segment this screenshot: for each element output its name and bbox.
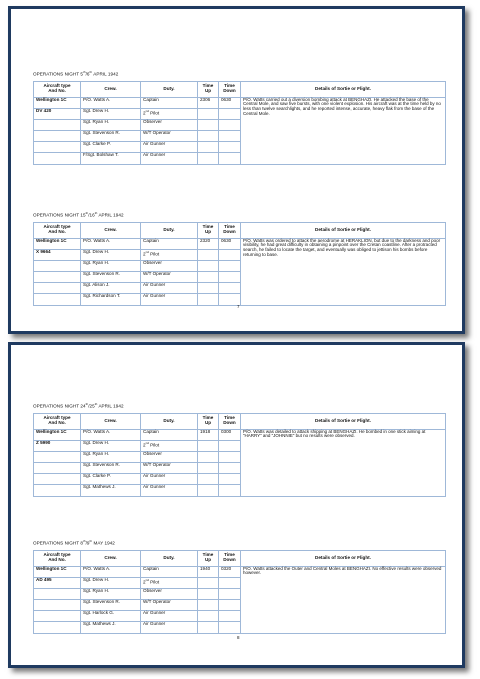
operation-title: OPERATIONS NIGHT 15th/16th APRIL 1942 bbox=[33, 211, 124, 218]
sortie-table bbox=[33, 550, 446, 634]
sortie-details: P/O. Watts attacked the Outer and Central Moles at BENGHAZI. No effective results were observed however. bbox=[241, 566, 446, 633]
aircraft-number: X 9664 bbox=[34, 249, 81, 260]
time-down: 0320 bbox=[219, 566, 241, 577]
header-time-down: Time Down bbox=[219, 413, 241, 429]
header-crew: Crew. bbox=[81, 550, 141, 566]
crew-name: Sgt. Drew H. bbox=[81, 577, 141, 588]
crew-duty: Air Gunner bbox=[141, 474, 198, 485]
operation-section bbox=[33, 539, 446, 634]
crew-name: P/O. Watts A. bbox=[81, 97, 141, 108]
header-time-up: Time Up bbox=[198, 81, 219, 97]
crew-duty: Observer bbox=[141, 119, 198, 130]
table-row bbox=[34, 238, 446, 249]
crew-duty: W/T Operator bbox=[141, 463, 198, 474]
header-aircraft: Aircraft type And No. bbox=[34, 222, 81, 238]
sortie-table bbox=[33, 81, 446, 165]
crew-duty: Captain bbox=[141, 97, 198, 108]
crew-name: Sgt. Drew H. bbox=[81, 249, 141, 260]
header-duty: Duty. bbox=[141, 413, 198, 429]
operation-title: OPERATIONS NIGHT 24th/25th APRIL 1942 bbox=[33, 402, 124, 409]
crew-duty: Air Gunner bbox=[141, 622, 198, 633]
time-up: 2306 bbox=[198, 97, 219, 108]
crew-name: Sgt. Ryan H. bbox=[81, 588, 141, 599]
sortie-table bbox=[33, 413, 446, 497]
aircraft-number: Z 5990 bbox=[34, 440, 81, 451]
table-row bbox=[34, 429, 446, 440]
table-header-row bbox=[34, 550, 446, 566]
header-duty: Duty. bbox=[141, 81, 198, 97]
header-details: Details of Sortie or Flight. bbox=[241, 413, 446, 429]
crew-duty: Observer bbox=[141, 260, 198, 271]
crew-name: F/Sgt. Bolshaw T. bbox=[81, 153, 141, 164]
aircraft-number: DV 420 bbox=[34, 108, 81, 119]
document-page-8 bbox=[8, 342, 465, 668]
crew-name: Sgt. Clarke P. bbox=[81, 474, 141, 485]
header-details: Details of Sortie or Flight. bbox=[241, 550, 446, 566]
crew-duty: Air Gunner bbox=[141, 142, 198, 153]
header-crew: Crew. bbox=[81, 222, 141, 238]
table-row bbox=[34, 566, 446, 577]
crew-duty: Observer bbox=[141, 588, 198, 599]
crew-duty: 2nd Pilot bbox=[141, 249, 198, 260]
aircraft-type: Wellington 1C bbox=[34, 566, 81, 577]
crew-duty: W/T Operator bbox=[141, 600, 198, 611]
crew-name: Sgt. Stevenson R. bbox=[81, 600, 141, 611]
sortie-table bbox=[33, 222, 446, 306]
document-page-7 bbox=[8, 6, 465, 334]
crew-duty: Air Gunner bbox=[141, 283, 198, 294]
crew-duty: Air Gunner bbox=[141, 153, 198, 164]
crew-duty: W/T Operator bbox=[141, 272, 198, 283]
crew-name: Sgt. Richardson T. bbox=[81, 294, 141, 305]
header-aircraft: Aircraft type And No. bbox=[34, 81, 81, 97]
header-duty: Duty. bbox=[141, 550, 198, 566]
operation-section bbox=[33, 211, 446, 306]
time-up: 1940 bbox=[198, 566, 219, 577]
time-down: 0630 bbox=[219, 97, 241, 108]
time-up: 1918 bbox=[198, 429, 219, 440]
time-down: 0300 bbox=[219, 429, 241, 440]
table-header-row bbox=[34, 81, 446, 97]
crew-name: Sgt. Alison J. bbox=[81, 283, 141, 294]
header-details: Details of Sortie or Flight. bbox=[241, 81, 446, 97]
header-time-up: Time Up bbox=[198, 550, 219, 566]
header-details: Details of Sortie or Flight. bbox=[241, 222, 446, 238]
crew-name: Sgt. Mathews J. bbox=[81, 622, 141, 633]
crew-duty: Air Gunner bbox=[141, 485, 198, 496]
sortie-details: P/O. Watts was detailed to attack shipping at BENGHAZI. He bombed in one stick aiming at “HARRY” and “JOHNNIE” but no results were observed. bbox=[241, 429, 446, 496]
operation-section bbox=[33, 402, 446, 497]
crew-duty: 2nd Pilot bbox=[141, 440, 198, 451]
header-time-down: Time Down bbox=[219, 222, 241, 238]
header-duty: Duty. bbox=[141, 222, 198, 238]
sortie-details: P/O. Watts was ordered to attack the aerodrome at HERAKLION, but due to the darkness and poor visibility, he had great difficulty in obtaining a pinpoint over the Cretan coastline. After a protracted search, he failed to locate the target, and eventually was obliged to jettison his bombs before returning to base. bbox=[241, 238, 446, 305]
crew-duty: 2nd Pilot bbox=[141, 577, 198, 588]
crew-name: Sgt. Stevenson R. bbox=[81, 131, 141, 142]
crew-name: P/O. Watts A. bbox=[81, 238, 141, 249]
time-down: 0630 bbox=[219, 238, 241, 249]
aircraft-number: AD 495 bbox=[34, 577, 81, 588]
table-row bbox=[34, 97, 446, 108]
operation-title: OPERATIONS NIGHT 8th/9th MAY 1942 bbox=[33, 539, 115, 546]
operation-section bbox=[33, 70, 446, 165]
header-time-down: Time Down bbox=[219, 550, 241, 566]
crew-name: Sgt. Harlock G. bbox=[81, 611, 141, 622]
crew-duty: Captain bbox=[141, 238, 198, 249]
table-header-row bbox=[34, 413, 446, 429]
header-aircraft: Aircraft type And No. bbox=[34, 413, 81, 429]
crew-name: P/O. Watts A. bbox=[81, 566, 141, 577]
crew-name: Sgt. Drew H. bbox=[81, 440, 141, 451]
operation-title: OPERATIONS NIGHT 5th/6th APRIL 1942 bbox=[33, 70, 119, 77]
header-crew: Crew. bbox=[81, 81, 141, 97]
crew-duty: Air Gunner bbox=[141, 294, 198, 305]
crew-name: P/O. Watts A. bbox=[81, 429, 141, 440]
header-time-down: Time Down bbox=[219, 81, 241, 97]
aircraft-type: Wellington 1C bbox=[34, 97, 81, 108]
crew-duty: W/T Operator bbox=[141, 131, 198, 142]
crew-duty: Observer bbox=[141, 451, 198, 462]
crew-name: Sgt. Clarke P. bbox=[81, 142, 141, 153]
header-time-up: Time Up bbox=[198, 222, 219, 238]
crew-duty: Captain bbox=[141, 566, 198, 577]
sortie-details: P/O. Watts carried out a diversion bombing attack at BENGHAZI. He attacked the base of the Central Mole, and saw five bursts, with one violent explosion. His aircraft was at the time held by no less than twelve searchlights, and he reported intense, accurate, heavy flak from the base of the Central Mole. bbox=[241, 97, 446, 164]
header-crew: Crew. bbox=[81, 413, 141, 429]
crew-duty: Captain bbox=[141, 429, 198, 440]
time-up: 2320 bbox=[198, 238, 219, 249]
crew-name: Sgt. Ryan H. bbox=[81, 451, 141, 462]
page-number: 7 bbox=[237, 304, 240, 309]
header-aircraft: Aircraft type And No. bbox=[34, 550, 81, 566]
page-number: 8 bbox=[237, 635, 240, 640]
crew-duty: Air Gunner bbox=[141, 611, 198, 622]
aircraft-type: Wellington 1C bbox=[34, 429, 81, 440]
table-header-row bbox=[34, 222, 446, 238]
aircraft-type: Wellington 1C bbox=[34, 238, 81, 249]
crew-name: Sgt. Stevenson R. bbox=[81, 463, 141, 474]
crew-name: Sgt. Stevenson R. bbox=[81, 272, 141, 283]
crew-name: Sgt. Drew H. bbox=[81, 108, 141, 119]
crew-duty: 2nd Pilot bbox=[141, 108, 198, 119]
crew-name: Sgt. Ryan H. bbox=[81, 119, 141, 130]
crew-name: Sgt. Ryan H. bbox=[81, 260, 141, 271]
crew-name: Sgt. Mathews J. bbox=[81, 485, 141, 496]
header-time-up: Time Up bbox=[198, 413, 219, 429]
